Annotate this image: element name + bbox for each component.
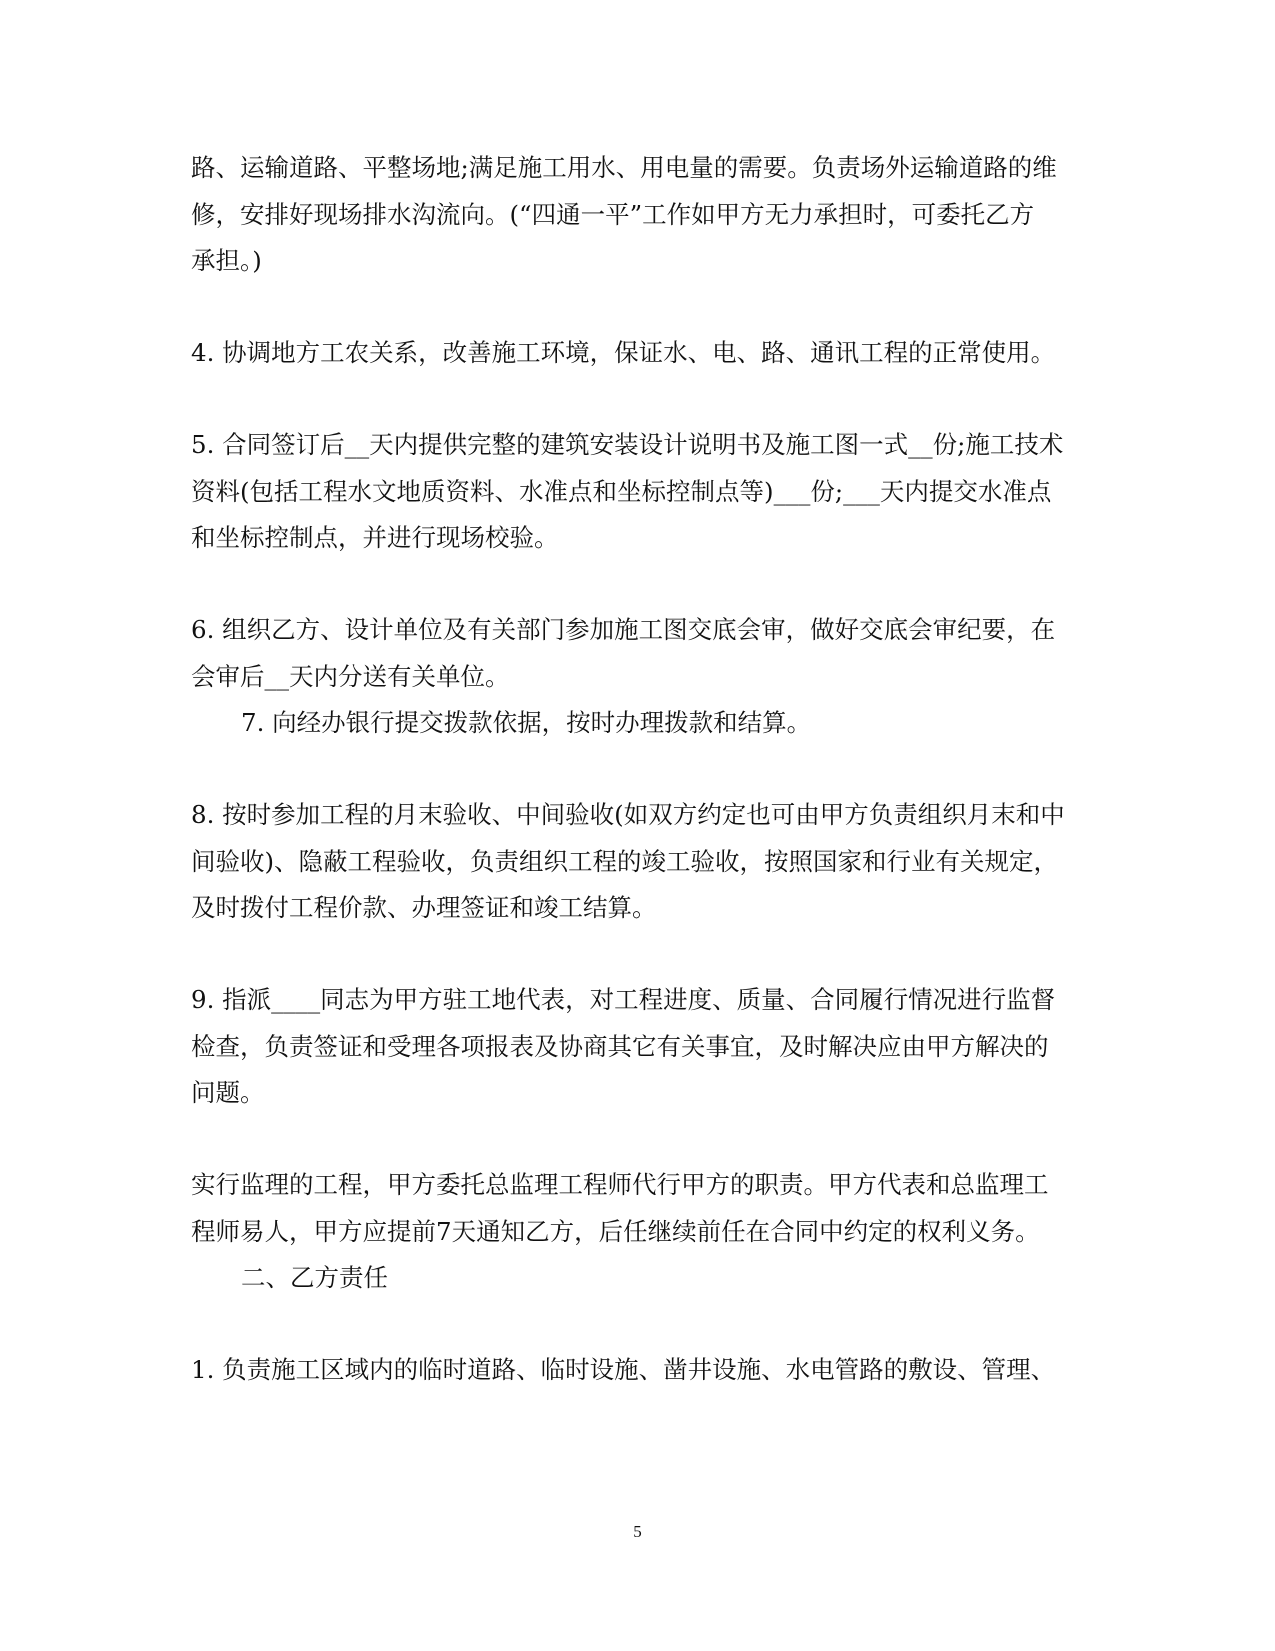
- text-line: 程师易人，甲方应提前7天通知乙方，后任继续前任在合同中约定的权利义务。: [191, 1217, 1040, 1246]
- text-line: 6. 组织乙方、设计单位及有关部门参加施工图交底会审，做好交底会审纪要，在: [191, 615, 1056, 644]
- text-line: 5. 合同签订后__天内提供完整的建筑安装设计说明书及施工图一式__份;施工技术: [191, 430, 1064, 459]
- text-line: 间验收)、隐蔽工程验收，负责组织工程的竣工验收，按照国家和行业有关规定，: [191, 847, 1059, 876]
- text-line: 路、运输道路、平整场地;满足施工用水、用电量的需要。负责场外运输道路的维: [191, 153, 1057, 182]
- text-line: 7. 向经办银行提交拨款依据，按时办理拨款和结算。: [241, 708, 812, 737]
- text-line: 8. 按时参加工程的月末验收、中间验收(如双方约定也可由甲方负责组织月末和中: [191, 800, 1065, 829]
- text-line: 问题。: [191, 1078, 265, 1107]
- text-line: 1. 负责施工区域内的临时道路、临时设施、凿井设施、水电管路的敷设、管理、: [191, 1355, 1056, 1384]
- text-line: 承担。): [191, 246, 262, 275]
- text-line: 资料(包括工程水文地质资料、水准点和坐标控制点等)___份;___天内提交水准点: [191, 477, 1052, 506]
- text-line: 4. 协调地方工农关系，改善施工环境，保证水、电、路、通讯工程的正常使用。: [191, 338, 1056, 367]
- text-line: 和坐标控制点，并进行现场校验。: [191, 523, 559, 552]
- text-line: 实行监理的工程，甲方委托总监理工程师代行甲方的职责。甲方代表和总监理工: [191, 1170, 1049, 1199]
- text-line: 检查，负责签证和受理各项报表及协商其它有关事宜，及时解决应由甲方解决的: [191, 1032, 1049, 1061]
- page-number: 5: [633, 1522, 642, 1541]
- text-line: 9. 指派____同志为甲方驻工地代表，对工程进度、质量、合同履行情况进行监督: [191, 985, 1056, 1014]
- section-heading: 二、乙方责任: [241, 1263, 388, 1292]
- text-line: 修，安排好现场排水沟流向。(“四通一平”工作如甲方无力承担时，可委托乙方: [191, 200, 1035, 229]
- text-line: 会审后__天内分送有关单位。: [191, 662, 510, 691]
- text-line: 及时拨付工程价款、办理签证和竣工结算。: [191, 893, 657, 922]
